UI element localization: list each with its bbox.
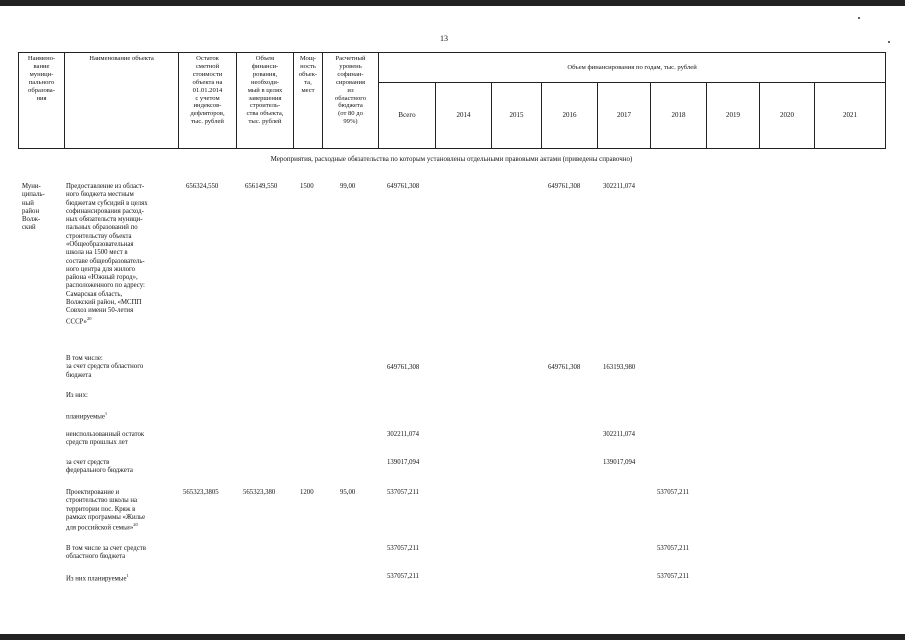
federal-budget-label: за счет средств федерального бюджета xyxy=(66,459,133,475)
of-them-label: Из них: xyxy=(66,392,88,399)
regional-budget-2017: 163193,980 xyxy=(603,364,636,371)
unused-balance-total: 302211,074 xyxy=(387,431,420,438)
header-total: Всего xyxy=(379,83,436,149)
scan-top-edge xyxy=(0,0,905,6)
object-1-cofinancing-level: 99,00 xyxy=(340,183,356,190)
scan-speck xyxy=(858,17,860,19)
header-year-2018: 2018 xyxy=(651,83,707,149)
planned-footnote: 1 xyxy=(104,411,108,416)
header-cofinancing-level: Расчетный уровень софинан- сирования из областного бюджета (от 80 до 99%) xyxy=(323,53,379,149)
federal-budget-total: 139017,094 xyxy=(387,459,420,466)
object-2-capacity: 1200 xyxy=(300,489,314,496)
unused-balance-2017: 302211,074 xyxy=(603,431,636,438)
object-2-regional-label: В том числе за счет средств областного бюджета xyxy=(66,545,146,561)
unused-balance-label: неиспользованный остаток средств прошлых лет xyxy=(66,431,145,447)
header-year-2019: 2019 xyxy=(707,83,760,149)
scan-bottom-edge xyxy=(0,634,905,640)
object-1-total: 649761,308 xyxy=(387,183,420,190)
object-2-footnote: 20 xyxy=(133,522,138,528)
header-year-2014: 2014 xyxy=(436,83,492,149)
header-object: Наименование объекта xyxy=(65,53,179,149)
object-2-remaining-cost: 565323,3805 xyxy=(183,489,219,496)
object-1-financing-needed: 656149,550 xyxy=(245,183,278,190)
regional-budget-label: В том числе: за счет средств областного бюджета xyxy=(66,355,144,379)
object-1-2017: 302211,074 xyxy=(603,183,636,190)
object-1-footnote: 20 xyxy=(86,315,92,321)
object-2-planned-2018: 537057,211 xyxy=(657,573,690,580)
header-remaining-cost: Остаток сметной стоимости объекта на 01.01.2014 с учетом индексов- дефляторов, тыс. рублей xyxy=(179,53,237,149)
header-table xyxy=(18,52,886,149)
header-year-2016: 2016 xyxy=(542,83,598,149)
object-2-planned-footnote: 1 xyxy=(126,573,129,578)
object-1-name: Предоставление из област- ного бюджета местным бюджетам субсидий в целях софинансирования расход- ных обязательств муници- пальных образований по строительству объекта «Общеобразовательная школа на 1500 мест в составе общеобразователь- ного центра для жилого района «Южный город», расположенного по адресу: Самарская область, Волжский район, «МСПП Совхоз имени 50-летия СССР»$^{20}$ xyxy=(66,183,148,325)
object-2-2018: 537057,211 xyxy=(657,489,690,496)
header-municipality: Наимено- вание муници- пального образова- ния xyxy=(19,53,65,149)
object-1-remaining-cost: 656324,550 xyxy=(186,183,219,190)
object-2-regional-total: 537057,211 xyxy=(387,545,420,552)
object-2-cofinancing-level: 95,00 xyxy=(340,489,356,496)
municipality-name: Муни- ципаль- ный район Волж- ский xyxy=(22,183,45,232)
object-2-planned-total: 537057,211 xyxy=(387,573,420,580)
section-note: Мероприятия, расходные обязательства по которым установлены отдельными правовыми актами (приведены справочно) xyxy=(270,155,633,163)
header-financing-by-years: Объем финансирования по годам, тыс. рублей xyxy=(379,53,886,83)
object-2-regional-2018: 537057,211 xyxy=(657,545,690,552)
object-2-name: Проектирование и строительство школы на территории пос. Кряж в рамках программы «Жилье для российской семьи»$^{20}$ xyxy=(66,489,146,532)
object-2-planned-label: Из них планируемые$^1$ xyxy=(66,573,129,583)
header-capacity: Мощ- ность объек- та, мест xyxy=(294,53,323,149)
header-year-2015: 2015 xyxy=(492,83,542,149)
object-2-total: 537057,211 xyxy=(387,489,420,496)
page-number: 13 xyxy=(440,34,448,43)
header-year-2021: 2021 xyxy=(815,83,886,149)
header-financing-needed: Объем финанси- рования, необходи- мый в целях завершения строитель- ства объекта, тыс. рублей xyxy=(237,53,294,149)
object-2-financing-needed: 565323,380 xyxy=(243,489,276,496)
object-1-capacity: 1500 xyxy=(300,183,314,190)
header-year-2017: 2017 xyxy=(598,83,651,149)
header-year-2020: 2020 xyxy=(760,83,815,149)
regional-budget-2016: 649761,308 xyxy=(548,364,581,371)
federal-budget-2017: 139017,094 xyxy=(603,459,636,466)
planned-label: планируемые$^1$ xyxy=(66,411,108,421)
object-1-2016: 649761,308 xyxy=(548,183,581,190)
regional-budget-total: 649761,308 xyxy=(387,364,420,371)
scan-speck xyxy=(888,41,890,43)
